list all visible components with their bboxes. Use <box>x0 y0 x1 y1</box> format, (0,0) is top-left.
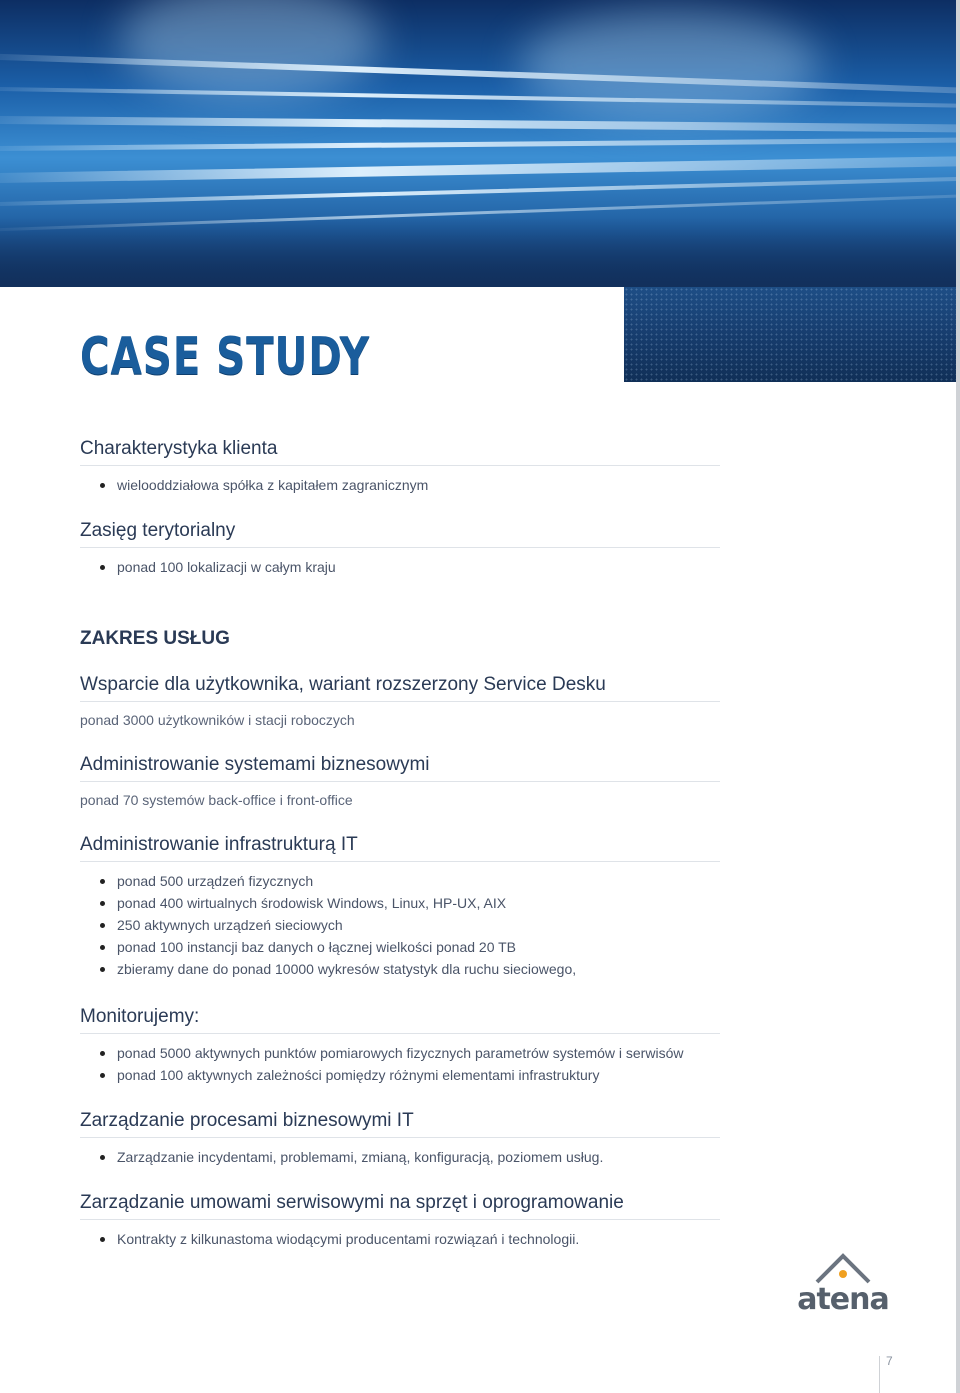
bullet-list <box>80 1146 720 1168</box>
list-item: ponad 100 instancji baz danych o łącznej wielkości ponad 20 TB <box>80 936 720 958</box>
section-heading: Administrowanie infrastrukturą IT <box>80 832 720 862</box>
list-item: zbieramy dane do ponad 10000 wykresów statystyk dla ruchu sieciowego, <box>80 958 720 980</box>
section-heading: Monitorujemy: <box>80 1004 720 1034</box>
roof-shape <box>817 1256 869 1282</box>
section-heading: Wsparcie dla użytkownika, wariant rozszerzony Service Desku <box>80 672 720 702</box>
section-heading: Administrowanie systemami biznesowymi <box>80 752 720 782</box>
page-title: CASE STUDY <box>80 327 370 387</box>
section-service-desk <box>80 672 720 730</box>
list-item: ponad 500 urządzeń fizycznych <box>80 870 720 892</box>
roof-icon <box>793 1252 893 1286</box>
section-heading: Zarządzanie procesami biznesowymi IT <box>80 1108 720 1138</box>
section-heading: Zasięg terytorialny <box>80 518 720 548</box>
bullet-list <box>80 474 720 496</box>
section-territory <box>80 518 720 578</box>
section-text: ponad 70 systemów back-office i front-office <box>80 792 353 808</box>
bullet-list <box>80 1228 720 1250</box>
section-infrastructure <box>80 832 720 980</box>
list-item: ponad 400 wirtualnych środowisk Windows, Linux, HP-UX, AIX <box>80 892 720 914</box>
list-item: Zarządzanie incydentami, problemami, zmianą, konfiguracją, poziomem usług. <box>80 1146 720 1168</box>
bullet-list <box>80 1042 720 1086</box>
section-contracts <box>80 1190 720 1250</box>
section-monitoring <box>80 1004 720 1086</box>
logo-text: atena <box>797 1282 889 1317</box>
services-title: ZAKRES USŁUG <box>80 628 230 649</box>
bullet-list <box>80 556 720 578</box>
list-item: ponad 100 aktywnych zależności pomiędzy różnymi elementami infrastruktury <box>80 1064 720 1086</box>
page-edge <box>956 0 960 1393</box>
page-number: 7 <box>886 1354 893 1368</box>
list-item: ponad 100 lokalizacji w całym kraju <box>80 556 720 578</box>
section-processes <box>80 1108 720 1168</box>
logo-dot <box>839 1270 847 1278</box>
list-item: ponad 5000 aktywnych punktów pomiarowych fizycznych parametrów systemów i serwisów <box>80 1042 720 1064</box>
section-client <box>80 436 720 496</box>
section-business-systems <box>80 752 720 810</box>
content <box>80 436 720 1250</box>
hero-photo <box>0 0 956 287</box>
section-heading: Zarządzanie umowami serwisowymi na sprzęt i oprogramowanie <box>80 1190 720 1220</box>
page-number-rule <box>879 1356 880 1393</box>
bullet-list <box>80 870 720 980</box>
list-item: 250 aktywnych urządzeń sieciowych <box>80 914 720 936</box>
section-heading: Charakterystyka klienta <box>80 436 720 466</box>
section-text: ponad 3000 użytkowników i stacji roboczych <box>80 712 355 728</box>
list-item: wielooddziałowa spółka z kapitałem zagranicznym <box>80 474 720 496</box>
list-item: Kontrakty z kilkunastoma wiodącymi producentami rozwiązań i technologii. <box>80 1228 720 1250</box>
atena-logo <box>793 1252 893 1318</box>
hero-photo-tab <box>624 287 956 382</box>
